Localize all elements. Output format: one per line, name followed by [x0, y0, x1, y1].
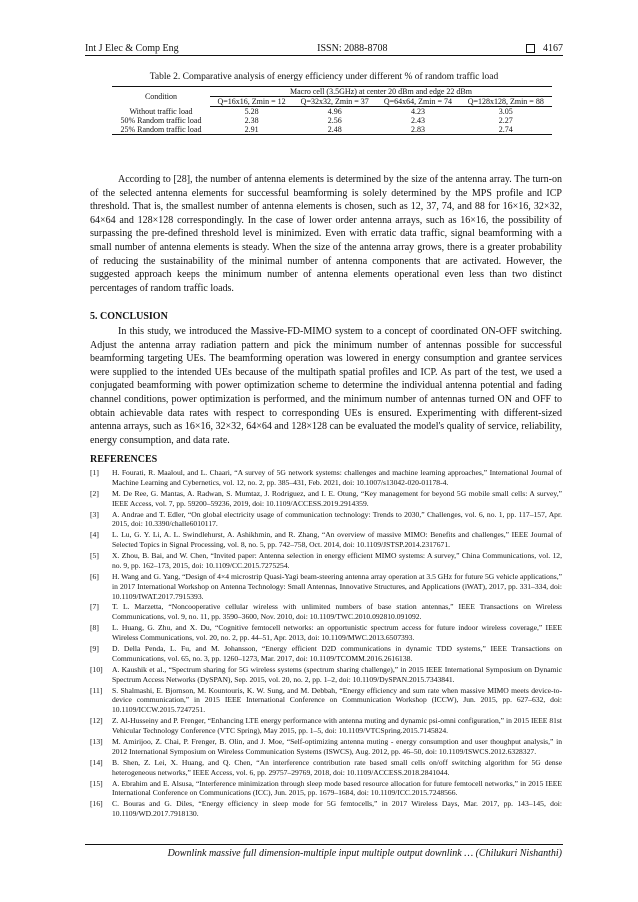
- journal-name: Int J Elec & Comp Eng: [85, 43, 179, 54]
- table-cell: 5.28: [244, 107, 259, 116]
- reference-number: [10]: [90, 664, 103, 674]
- table-header-row: [112, 87, 552, 97]
- reference-text: L. Huang, G. Zhu, and X. Du, “Cognitive femtocell networks: an opportunistic spectrum access for future indoor wireless coverage,” IEEE Wireless Communications, vol. 20, no. 2, pp. 44–51, Apr. 2013, doi: 10.1109/MWC.2013.6507393.: [112, 623, 562, 643]
- reference-text: L. Lu, G. Y. Li, A. L. Swindlehurst, A. Ashikhmin, and R. Zhang, “An overview of massive MIMO: Benefits and challenges,” IEEE Journal of Selected Topics in Signal Processing, vol. 8, no. 5, pp. 742–758, Oct. 2014, doi: 10.1109/JSTSP.2014.2317671.: [112, 530, 562, 550]
- reference-number: [1]: [90, 468, 99, 477]
- reference-number: [15]: [90, 778, 103, 788]
- reference-item: [90, 530, 562, 550]
- reference-number: [11]: [90, 685, 103, 695]
- reference-text: A. Kaushik et al., “Spectrum sharing for 5G wireless systems (spectrum sharing challenge),” in 2015 IEEE International Symposium on Dynamic Spectrum Access Networks (DySPAN), Sep. 2015, vol. 20, no. 2, pp. 1–2, doi: 10.1109/DySPAN.2015.7343841.: [112, 664, 562, 684]
- checkbox-square-icon: [526, 44, 535, 53]
- reference-item: [90, 551, 562, 571]
- reference-number: [14]: [90, 757, 103, 767]
- reference-item: [90, 468, 562, 488]
- row-label: 25% Random traffic load: [112, 125, 210, 135]
- reference-number: [6]: [90, 571, 99, 581]
- reference-number: [12]: [90, 716, 103, 726]
- table-row: [112, 125, 552, 135]
- page-header: [85, 38, 563, 54]
- column-header: Q=64x64, Zmin = 74: [376, 97, 459, 107]
- footer-rule: [85, 844, 563, 845]
- row-label: 50% Random traffic load: [120, 116, 202, 125]
- page-footer: Downlink massive full dimension-multiple input multiple output downlink … (Chilukuri Nishanthi): [167, 848, 562, 859]
- reference-item: [90, 644, 562, 664]
- table-cell: 4.96: [327, 107, 342, 116]
- table-cell: 2.27: [498, 116, 513, 125]
- reference-text: A. Ebrahim and E. Alsusa, “Interference minimization through sleep mode based resource allocation for future femtocell networks,” in 2015 IEEE International Conference on Communications (ICC), Jun. 2015, pp. 1679–1684, doi: 10.1109/ICC.2015.7248566.: [112, 778, 562, 798]
- reference-number: [9]: [90, 644, 99, 654]
- reference-text: A. Andrae and T. Edler, “On global electricity usage of communication technology: Trends to 2030,” Challenges, vol. 6, no. 1, pp. 117–157, Apr. 2015, doi: 10.3390/challe6010117.: [112, 509, 562, 529]
- reference-item: [90, 758, 562, 778]
- column-header: Q=16x16, Zmin = 12: [210, 97, 293, 107]
- reference-text: T. L. Marzetta, “Noncooperative cellular wireless with unlimited numbers of base station antennas,” IEEE Transactions on Wireless Communications, vol. 9, no. 11, pp. 3590–3600, Nov. 2010, doi: 10.1109/TWC.2010.092810.091092.: [112, 602, 562, 622]
- reference-text: C. Bouras and G. Diles, “Energy efficiency in sleep mode for 5G femtocells,” in 2017 Wireless Days, Mar. 2017, pp. 143–145, doi: 10.1109/WD.2017.7918130.: [112, 799, 562, 819]
- table-cell: 2.48: [293, 125, 376, 135]
- section-heading: 5. CONCLUSION: [90, 311, 168, 322]
- reference-text: M. Amirijoo, Z. Chai, P. Frenger, B. Olin, and J. Moe, “Self-optimizing antenna muting - energy consumption and user thoughput analysis,” in 2012 International Symposium on Wireless Communication Systems (ISWCS), Aug. 2012, pp. 46–50, doi: 10.1109/ISWCS.2012.6328327.: [112, 736, 562, 756]
- reference-item: [90, 799, 562, 819]
- references-heading: REFERENCES: [90, 454, 158, 465]
- table-row: [112, 116, 552, 125]
- reference-text: D. Della Penda, L. Fu, and M. Johansson, “Energy efficient D2D communications in dynamic TDD systems,” IEEE Transactions on Communications, vol. 65, no. 3, pp. 1260–1273, Mar. 2017, doi: 10.1109/TCOMM.2016.2616138.: [112, 644, 562, 663]
- conclusion-paragraph: In this study, we introduced the Massive-FD-MIMO system to a concept of coordinated ON-OFF switching. Adjust the antenna array radiation pattern and pick the minimum number of antennas possible for successful beamforming targeting UEs. The beamforming operation was lowered in energy consumption and grantee services were supplied to the intended UEs because of the multipath spatial profiles and ICP. As part of the test, we used a conjugated beamforming with power optimization scheme to determine the individual antenna potential and fading channel conditions, power optimization is performed, and the minimum number of antennas turned ON and OFF to obtain achievable data rates with respect to corresponding UEs is ensured. Experimenting with different-sized antenna arrays, such as 16×16, 32×32, 64×64 and 128×128 can be evaluated the model's quality of service, reliability, energy consumption, and data rate.: [90, 326, 562, 446]
- table-cell: 4.23: [410, 107, 425, 116]
- header-rule: [85, 55, 563, 56]
- reference-number: [5]: [90, 551, 99, 561]
- reference-item: [90, 779, 562, 799]
- page-number: 4167: [543, 43, 563, 54]
- macro-cell-header: Macro cell (3.5GHz) at center 20 dBm and edge 22 dBm: [210, 87, 552, 97]
- reference-number: [3]: [90, 509, 99, 519]
- reference-text: B. Shen, Z. Lei, X. Huang, and Q. Chen, “An interference contribution rate based small cells on/off switching algorithm for 5G dense heterogeneous networks,” IEEE Access, vol. 6, pp. 29757–29769, 2018, doi: 10.1109/ACCESS.2018.2841044.: [112, 757, 562, 777]
- column-header: Q=32x32, Zmin = 37: [293, 97, 376, 107]
- table-cell: 3.05: [498, 107, 513, 116]
- reference-item: [90, 623, 562, 643]
- reference-number: [7]: [90, 602, 99, 612]
- reference-text: H. Fourati, R. Maaloul, and L. Chaari, “A survey of 5G network systems: challenges and machine learning approaches,” International Journal of Machine Learning and Cybernetics, vol. 12, no. 2, pp. 385–431, Feb. 2021, doi: 10.1007/s13042-020-01178-4.: [112, 468, 562, 487]
- results-table: [112, 86, 552, 135]
- table-row: [112, 107, 552, 117]
- condition-header: Condition: [112, 87, 210, 107]
- table-cell: 2.91: [210, 125, 293, 135]
- table-cell: 2.56: [327, 116, 342, 125]
- table-cell: 2.38: [244, 116, 259, 125]
- reference-number: [8]: [90, 623, 99, 633]
- body-paragraph: According to [28], the number of antenna elements is determined by the size of the antenna array. The turn-on of the selected antenna elements for successful beamforming is solely determined by the MPS profile and ICP threshold. That is, the smallest number of antenna elements is chosen, such as 12, 37, 74, and 88 for 16×16, 32×32, 64×64 and 128×128 correspondingly. In the case of lower order antenna arrays, such as 16×16, the possibility of surpassing the pre-defined threshold level is minimized. Even with erratic data traffic, signal beamforming with a small number of antenna elements is steady. When the size of the antenna array grows, there is a greater probability of reducing the sustainability of the minimal number of antenna components that are activated. However, the suggested approach keeps the minimum number of antenna elements operational even less than two distinct percentages of random traffic loads.: [90, 174, 562, 294]
- issn: ISSN: 2088-8708: [317, 43, 388, 54]
- reference-item: [90, 737, 562, 757]
- page-number-group: [526, 43, 563, 54]
- table-cell: 2.83: [376, 125, 459, 135]
- reference-text: H. Wang and G. Yang, “Design of 4×4 microstrip Quasi-Yagi beam-steering antenna array operation at 3.5 GHz for future 5G vehicle applications,” in 2017 International Workshop on Antenna Technology: Small Antennas, Innovative Structures, and Applications (iWAT), 2017, pp. 331–334, doi: 10.1109/IWAT.2017.7915393.: [112, 571, 562, 601]
- reference-text: Z. Al-Husseiny and P. Frenger, “Enhancing LTE energy performance with antenna muting and dynamic psi-omni configuration,” in 2015 IEEE 81st Vehicular Technology Conference (VTC Spring), May 2015, pp. 1–5, doi: 10.1109/VTCSpring.2015.7145824.: [112, 716, 562, 735]
- reference-item: [90, 572, 562, 601]
- reference-number: [16]: [90, 799, 103, 809]
- column-header: Q=128x128, Zmin = 88: [460, 97, 552, 107]
- reference-item: [90, 489, 562, 509]
- reference-number: [4]: [90, 530, 99, 540]
- reference-item: [90, 665, 562, 685]
- reference-number: [13]: [90, 736, 103, 746]
- table-caption: Table 2. Comparative analysis of energy efficiency under different % of random traffic load: [149, 72, 499, 82]
- table-cell: 2.43: [410, 116, 425, 125]
- reference-list: [90, 468, 562, 820]
- reference-text: M. De Ree, G. Mantas, A. Radwan, S. Mumtaz, J. Rodriguez, and I. E. Otung, “Key management for beyond 5G mobile small cells: A survey,” IEEE Access, vol. 7, pp. 59200–59236, 2019, doi: 10.1109/ACCESS.2019.2914359.: [112, 488, 562, 508]
- row-label: Without traffic load: [129, 106, 193, 116]
- reference-item: [90, 602, 562, 622]
- reference-item: [90, 686, 562, 715]
- table-cell: 2.74: [460, 125, 552, 135]
- reference-item: [90, 510, 562, 530]
- reference-text: X. Zhou, B. Bai, and W. Chen, “Invited paper: Antenna selection in energy efficient MIMO systems: A survey,” China Communications, vol. 12, no. 9, pp. 162–173, 2015, doi: 10.1109/CC.2015.7275254.: [112, 551, 562, 570]
- reference-item: [90, 716, 562, 736]
- reference-number: [2]: [90, 488, 99, 498]
- reference-text: S. Shalmashi, E. Bjornson, M. Kountouris, K. W. Sung, and M. Debbah, “Energy efficiency and sum rate when massive MIMO meets device-to-device communication,” in 2015 IEEE International Conference on Communication Workshop (ICCW), Jun. 2015, pp. 627–632, doi: 10.1109/ICCW.2015.7247251.: [112, 685, 562, 715]
